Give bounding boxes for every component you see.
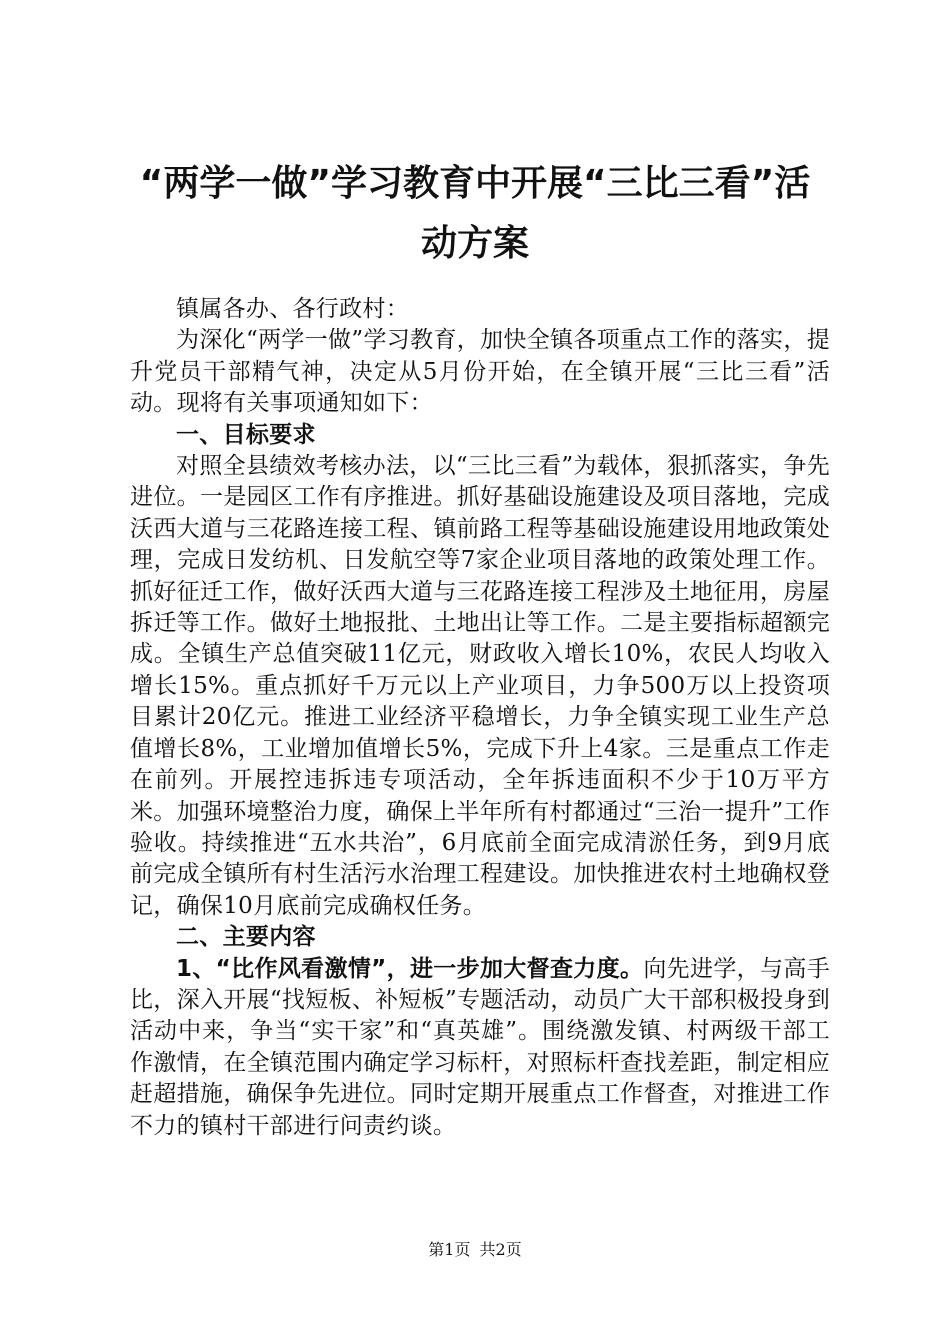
item1-paragraph <box>130 954 830 1142</box>
section2-heading: 二、主要内容 <box>176 924 316 951</box>
item1-body: 向先进学，与高手比，深入开展“找短板、补短板”专题活动，动员广大干部积极投身到活动中来，争当“实干家”和“真英雄”。围绕激发镇、村两级干部工作激情，在全镇范围内确定学习标杆，对照标杆查找差距，制定相应赶超措施，确保争先进位。同时定期开展重点工作督查，对推进工作不力的镇村干部进行问责约谈。 <box>130 955 830 1139</box>
intro-paragraph: 为深化“两学一做”学习教育，加快全镇各项重点工作的落实，提升党员干部精气神，决定从5月份开始，在全镇开展“三比三看”活动。现将有关事项通知如下： <box>130 327 830 417</box>
document-body <box>130 294 830 1142</box>
section1-paragraph: 对照全县绩效考核办法，以“三比三看”为载体，狠抓落实，争先进位。一是园区工作有序推进。抓好基础设施建设及项目落地，完成沃西大道与三花路连接工程、镇前路工程等基础设施建设用地政策处理，完成日发纺机、日发航空等7家企业项目落地的政策处理工作。抓好征迁工作，做好沃西大道与三花路连接工程涉及土地征用，房屋拆迁等工作。做好土地报批、土地出让等工作。二是主要指标超额完成。全镇生产总值突破11亿元，财政收入增长10%，农民人均收入增长15%。重点抓好千万元以上产业项目，力争500万以上投资项目累计20亿元。推进工业经济平稳增长，力争全镇实现工业生产总值增长8%，工业增加值增长5%，完成下升上4家。三是重点工作走在前列。开展控违拆违专项活动，全年拆违面积不少于10万平方米。加强环境整治力度，确保上半年所有村都通过“三治一提升”工作验收。持续推进“五水共治”，6月底前全面完成清淤任务，到9月底前完成全镇所有村生活污水治理工程建设。加快推进农村土地确权登记，确保10月底前完成确权任务。 <box>130 453 830 919</box>
section1-heading: 一、目标要求 <box>176 421 316 448</box>
page-number-footer: 第1页 共2页 <box>428 1240 522 1259</box>
document-title-line2: 动方案 <box>420 223 529 264</box>
salutation: 镇属各办、各行政村： <box>176 296 409 322</box>
document-title-line1: “两学一做”学习教育中开展“三比三看”活 <box>139 163 811 204</box>
item1-lead: 1、“比作风看激情”，进一步加大督查力度。 <box>176 955 644 982</box>
